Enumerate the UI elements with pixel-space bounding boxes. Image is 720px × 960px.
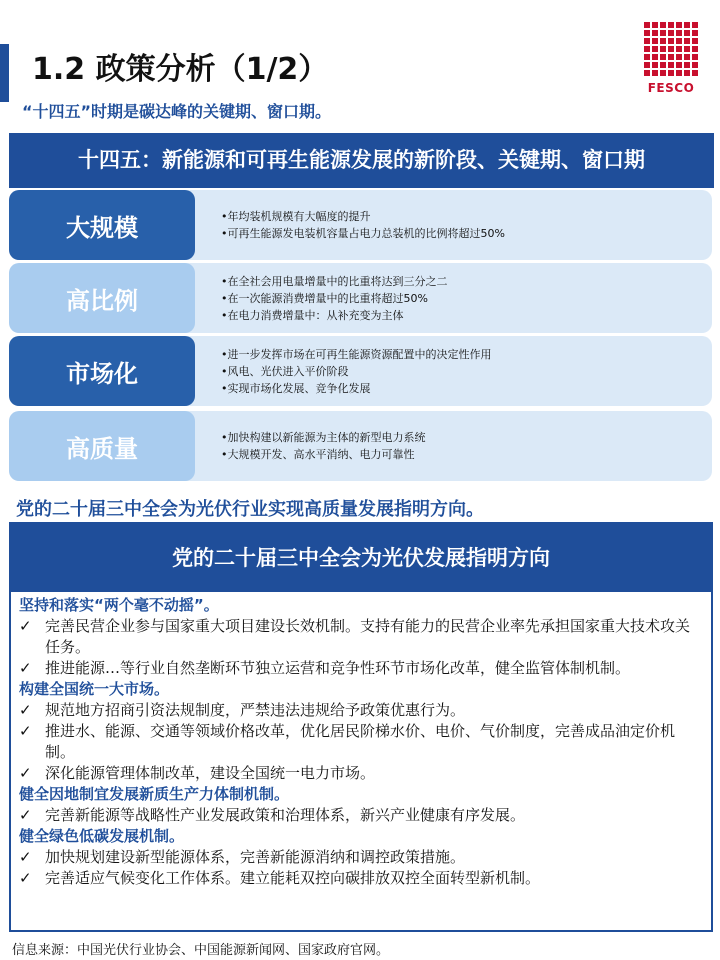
bullet: •在电力消费增量中：从补充变为主体 xyxy=(221,308,404,322)
policy-category: 坚持和落实“两个毫不动摇”。 xyxy=(19,596,219,614)
plenum-panel-body xyxy=(11,592,711,889)
policy-item xyxy=(19,847,703,868)
bullet: •进一步发挥市场在可再生能源资源配置中的决定性作用 xyxy=(221,347,492,361)
policy-category: 构建全国统一大市场。 xyxy=(19,680,170,698)
bullet: •在全社会用电量增量中的比重将达到三分之二 xyxy=(221,274,448,288)
source-footer: 信息来源：中国光伏行业协会、中国能源新闻网、国家政府官网。 xyxy=(12,943,390,958)
policy-item-text: 深化能源管理体制改革，建设全国统一电力市场。 xyxy=(45,764,376,782)
policy-item-text: 推进水、能源、交通等领域价格改革，优化居民阶梯水价、电价、气价制度，完善成品油定价机制。 xyxy=(45,722,676,761)
bullet: •可再生能源发电装机容量占电力总装机的比例将超过50% xyxy=(221,227,505,240)
row-bullets xyxy=(221,411,426,481)
page-title: 1.2 政策分析（1/2） xyxy=(32,52,329,87)
policy-item-text: 完善适应气候变化工作体系。建立能耗双控向碳排放双控全面转型新机制。 xyxy=(45,869,541,887)
check-mark-icon: ✓ xyxy=(19,659,32,677)
bullet: •年均装机规模有大幅度的提升 xyxy=(221,210,371,223)
plenum-panel xyxy=(9,522,713,932)
policy-item-text: 完善新能源等战略性产业发展政策和治理体系，新兴产业健康有序发展。 xyxy=(45,806,526,824)
fesco-logo xyxy=(642,22,700,98)
check-mark-icon: ✓ xyxy=(19,869,32,887)
policy-item-text: 规范地方招商引资法规制度，严禁违法违规给予政策优惠行为。 xyxy=(45,701,466,719)
policy-item xyxy=(19,805,703,826)
row-bullets xyxy=(221,336,492,406)
plenum-panel-title: 党的二十届三中全会为光伏发展指明方向 xyxy=(11,524,711,592)
policy-category: 健全绿色低碳发展机制。 xyxy=(19,827,185,845)
plan-row-high-proportion xyxy=(9,263,712,333)
check-mark-icon: ✓ xyxy=(19,764,32,782)
bullet: •实现市场化发展、竞争化发展 xyxy=(221,381,371,395)
check-mark-icon: ✓ xyxy=(19,617,32,635)
bullet: •风电、光伏进入平价阶段 xyxy=(221,364,349,378)
policy-item-text: 推进能源…等行业自然垄断环节独立运营和竞争性环节市场化改革，健全监管体制机制。 xyxy=(45,659,631,677)
plan-row-high-quality xyxy=(9,411,712,481)
logo-dot-grid-icon xyxy=(644,22,698,76)
plan-row-marketization xyxy=(9,336,712,406)
policy-item xyxy=(19,763,703,784)
plenum-section-heading: 党的二十届三中全会为光伏行业实现高质量发展指明方向。 xyxy=(16,499,484,520)
policy-item-text: 加快规划建设新型能源体系，完善新能源消纳和调控政策措施。 xyxy=(45,848,466,866)
policy-item xyxy=(19,616,703,658)
bullet: •大规模开发、高水平消纳、电力可靠性 xyxy=(221,448,415,461)
row-label: 大规模 xyxy=(9,190,195,260)
bullet: •在一次能源消费增量中的比重将超过50% xyxy=(221,291,428,305)
row-label: 市场化 xyxy=(9,336,195,406)
logo-text: FESCO xyxy=(647,81,695,95)
policy-item xyxy=(19,700,703,721)
row-bullets xyxy=(221,263,448,333)
title-accent-bar xyxy=(0,44,9,102)
policy-item xyxy=(19,658,703,679)
row-bullets xyxy=(221,190,505,260)
policy-category: 健全因地制宜发展新质生产力体制机制。 xyxy=(19,785,290,803)
bullet: •加快构建以新能源为主体的新型电力系统 xyxy=(221,431,426,444)
fourteenth-plan-banner: 十四五：新能源和可再生能源发展的新阶段、关键期、窗口期 xyxy=(9,133,714,188)
policy-item-text: 完善民营企业参与国家重大项目建设长效机制。支持有能力的民营企业率先承担国家重大技术攻关任务。 xyxy=(45,617,691,656)
row-label: 高质量 xyxy=(9,411,195,481)
policy-item xyxy=(19,721,703,763)
page-subtitle: “十四五”时期是碳达峰的关键期、窗口期。 xyxy=(22,102,332,121)
plan-row-large-scale xyxy=(9,190,712,260)
check-mark-icon: ✓ xyxy=(19,848,32,866)
policy-item xyxy=(19,868,703,889)
check-mark-icon: ✓ xyxy=(19,722,32,740)
check-mark-icon: ✓ xyxy=(19,806,32,824)
check-mark-icon: ✓ xyxy=(19,701,32,719)
row-label: 高比例 xyxy=(9,263,195,333)
